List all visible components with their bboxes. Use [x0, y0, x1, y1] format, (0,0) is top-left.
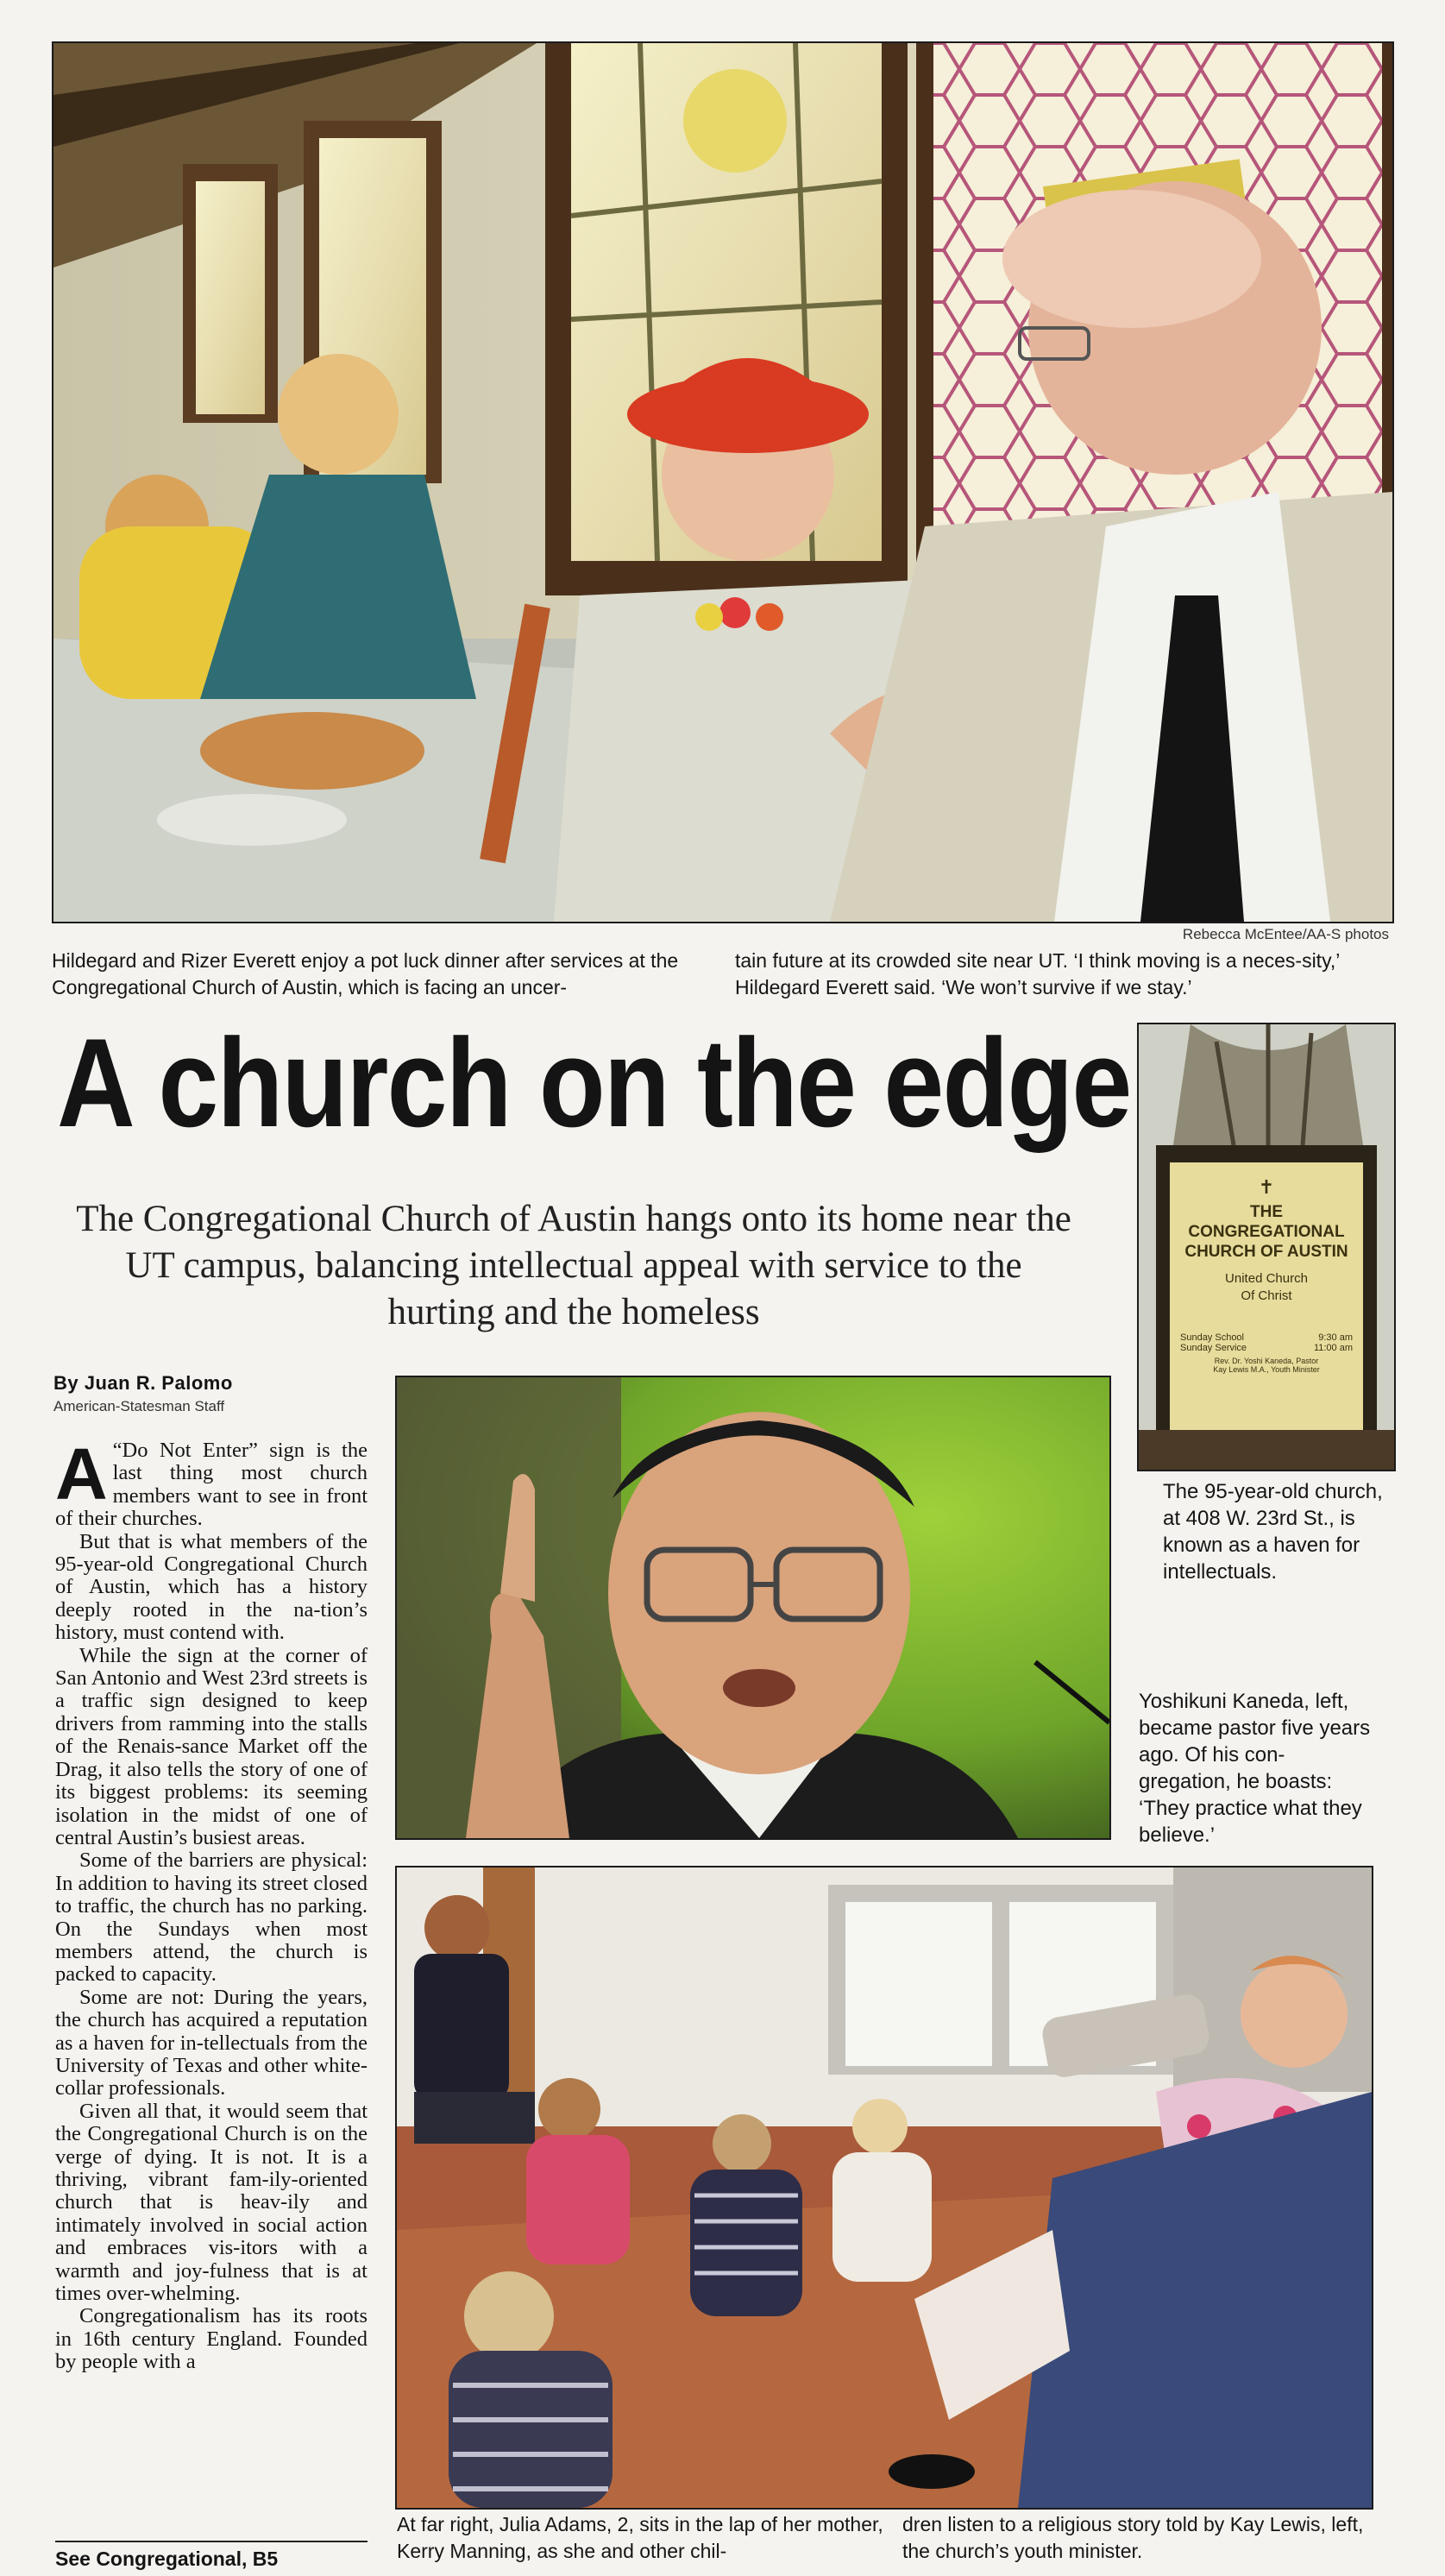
photo-credit: Rebecca McEntee/AA-S photos — [1182, 926, 1389, 942]
paragraph-3: While the sign at the corner of San Antonio and West 23rd streets is a traffic sign designed to keep drivers from ramming into the stalls of the Renais-sance Market off the Drag, it also tells the story of one of its biggest problems: its seeming isolation in the midst of one of central Austin’s busiest areas. — [55, 1643, 368, 1849]
sign-row1-label: Sunday School — [1180, 1332, 1244, 1343]
sign-row3: Rev. Dr. Yoshi Kaneda, Pastor — [1214, 1357, 1319, 1365]
sign-line5: Of Christ — [1241, 1288, 1292, 1303]
cross-icon: ✝ — [1258, 1176, 1275, 1198]
sign-row2-time: 11:00 am — [1313, 1343, 1353, 1353]
byline-staff: American-Statesman Staff — [53, 1398, 225, 1414]
bottom-caption-right: dren listen to a religious story told by Kay Lewis, left, the church’s youth minister. — [902, 2513, 1364, 2562]
sign-row1-time: 9:30 am — [1318, 1332, 1353, 1343]
church-sign-photo — [1137, 1023, 1396, 1471]
pastor-photo — [395, 1376, 1111, 1840]
paragraph-1: A “Do Not Enter” sign is the last thing most church members want to see in front of their churches. — [55, 1433, 368, 1531]
article-body — [55, 1433, 368, 2374]
top-photo-potluck — [52, 41, 1394, 923]
top-caption-left: Hildegard and Rizer Everett enjoy a pot luck dinner after services at the Congregational Church of Austin, which is facing an uncer- — [52, 949, 679, 998]
paragraph-6: Given all that, it would seem that the Congregational Church is on the verge of dying. It is not. It is a thriving, vibrant fam-ily-oriented church that is heav-ily and intimately involved in social action and embraces vis-itors with a warmth and joy-fulness that is at times over-whelming. — [55, 2099, 368, 2306]
paragraph-4: Some of the barriers are physical: In addition to having its street closed to traffic, the church has no parking. On the Sundays when most members attend, the church is packed to capacity. — [55, 1849, 368, 1987]
children-story-photo — [395, 1866, 1373, 2510]
top-caption-right: tain future at its crowded site near UT. ‘I think moving is a neces-sity,’ Hildegard Everett said. ‘We won’t survive if we stay.’ — [735, 949, 1340, 998]
sign-line4: United Church — [1225, 1271, 1308, 1286]
paragraph-5: Some are not: During the years, the church has acquired a reputation as a haven for in-tellectuals from the University of Texas and other white-collar professionals. — [55, 1985, 368, 2100]
sign-line3: CHURCH OF AUSTIN — [1184, 1243, 1348, 1261]
jump-rule — [55, 2541, 368, 2542]
sign-line1: THE — [1250, 1203, 1283, 1221]
sign-line2: CONGREGATIONAL — [1188, 1223, 1345, 1241]
jump-line: See Congregational, B5 — [55, 2548, 279, 2570]
paragraph-7: Congregationalism has its roots in 16th century England. Founded by people with a — [55, 2304, 368, 2374]
pastor-caption: Yoshikuni Kaneda, left, became pastor five years ago. Of his con-gregation, he boasts: ‘They practice what they believe.’ — [1139, 1690, 1371, 1847]
drop-cap: A — [55, 1433, 108, 1515]
deck: The Congregational Church of Austin hangs onto its home near the UT campus, balancing intellectual appeal with service to the hurting and the homeless — [76, 1199, 1071, 1332]
sign-caption: The 95-year-old church, at 408 W. 23rd St., is known as a haven for intellectuals. — [1163, 1480, 1383, 1584]
paragraph-2: But that is what members of the 95-year-old Congregational Church of Austin, which has a history deeply rooted in the na-tion’s history, must contend with. — [55, 1529, 368, 1645]
bottom-caption-left: At far right, Julia Adams, 2, sits in the lap of her mother, Kerry Manning, as she and other chil- — [397, 2513, 883, 2562]
sign-row4: Kay Lewis M.A., Youth Minister — [1213, 1365, 1320, 1374]
headline: A church on the edge — [57, 1012, 1131, 1153]
byline-author: By Juan R. Palomo — [53, 1372, 233, 1394]
sign-row2-label: Sunday Service — [1180, 1343, 1247, 1353]
